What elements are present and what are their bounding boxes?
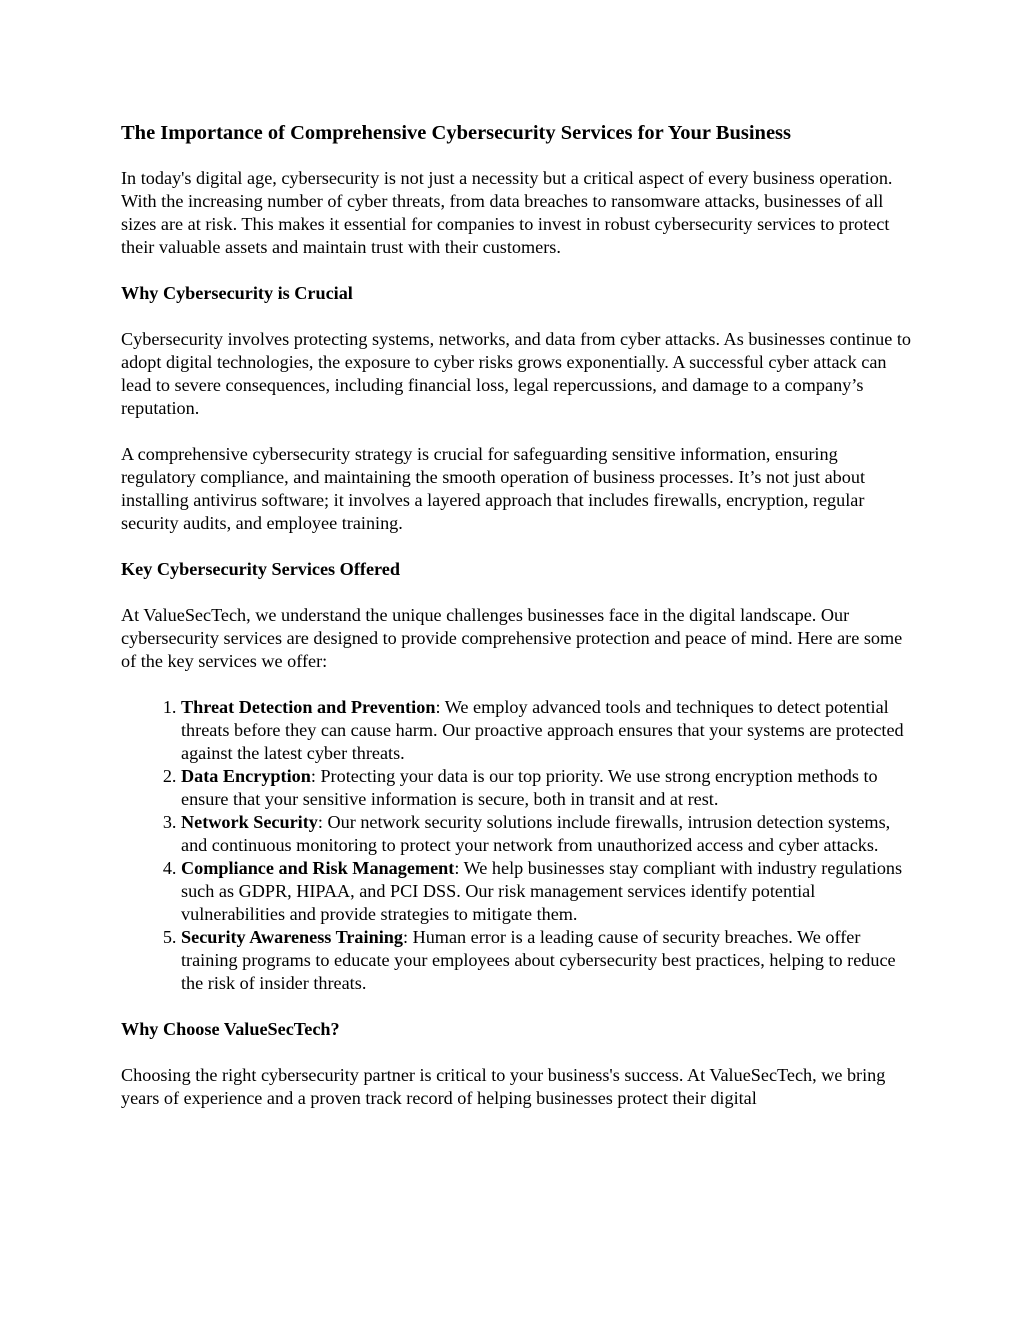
- service-title: Data Encryption: [181, 766, 311, 786]
- key-services-intro: At ValueSecTech, we understand the unique challenges businesses face in the digital landscape. Our cybersecurity services are designed to provide comprehensive protection and peace of mind. Here are some of the key services we offer:: [121, 605, 903, 671]
- list-item: [181, 857, 911, 926]
- why-crucial-paragraph-1: Cybersecurity involves protecting systems, networks, and data from cyber attacks. As businesses continue to adopt digital technologies, the exposure to cyber risks grows exponentially. A successful cyber attack can lead to severe consequences, including financial loss, legal repercussions, and damage to a company’s reputation.: [121, 329, 911, 418]
- service-description: : Human error is a leading cause of security breaches. We offer training programs to educate your employees about cybersecurity best practices, helping to reduce the risk of insider threats.: [181, 927, 896, 993]
- service-title: Security Awareness Training: [181, 927, 403, 947]
- list-item: [181, 811, 911, 857]
- service-description: : We employ advanced tools and techniques to detect potential threats before they can cause harm. Our proactive approach ensures that your systems are protected against the latest cyber threats.: [181, 697, 904, 763]
- section-heading-why-crucial: Why Cybersecurity is Crucial: [121, 283, 353, 303]
- intro-paragraph: In today's digital age, cybersecurity is not just a necessity but a critical aspect of every business operation. With the increasing number of cyber threats, from data breaches to ransomware attacks, businesses of all sizes are at risk. This makes it essential for companies to invest in robust cybersecurity services to protect their valuable assets and maintain trust with their customers.: [121, 168, 893, 257]
- service-title: Compliance and Risk Management: [181, 858, 455, 878]
- section-heading-why-choose: Why Choose ValueSecTech?: [121, 1019, 340, 1039]
- list-item: [181, 926, 911, 995]
- list-item: [181, 696, 911, 765]
- service-title: Threat Detection and Prevention: [181, 697, 436, 717]
- service-description: : Our network security solutions include firewalls, intrusion detection systems, and continuous monitoring to protect your network from unauthorized access and cyber attacks.: [181, 812, 891, 855]
- service-title: Network Security: [181, 812, 318, 832]
- service-description: : We help businesses stay compliant with industry regulations such as GDPR, HIPAA, and PCI DSS. Our risk management services identify potential vulnerabilities and provide strategies to mitigate them.: [181, 858, 903, 924]
- document-page: [121, 118, 911, 1110]
- why-choose-paragraph: Choosing the right cybersecurity partner is critical to your business's success. At ValueSecTech, we bring years of experience and a proven track record of helping businesses protect their digital: [121, 1065, 886, 1108]
- services-list: [121, 696, 911, 995]
- section-heading-key-services: Key Cybersecurity Services Offered: [121, 559, 400, 579]
- why-crucial-paragraph-2: A comprehensive cybersecurity strategy is crucial for safeguarding sensitive information, ensuring regulatory compliance, and maintaining the smooth operation of business processes. It’s not just about installing antivirus software; it involves a layered approach that includes firewalls, encryption, regular security audits, and employee training.: [121, 444, 866, 533]
- document-title: The Importance of Comprehensive Cybersecurity Services for Your Business: [121, 122, 791, 144]
- service-description: : Protecting your data is our top priority. We use strong encryption methods to ensure that your sensitive information is secure, both in transit and at rest.: [181, 766, 878, 809]
- list-item: [181, 765, 911, 811]
